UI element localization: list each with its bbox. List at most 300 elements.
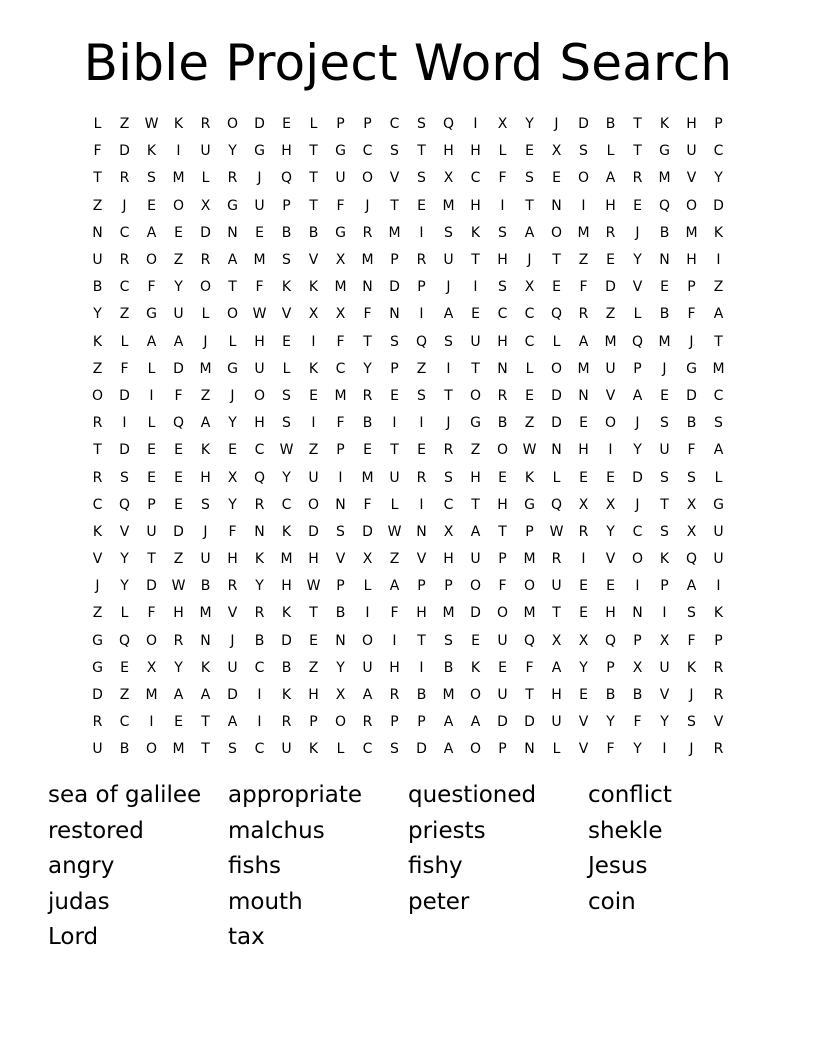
word-list-item: coin — [588, 888, 636, 915]
grid-letter: T — [390, 442, 399, 459]
grid-letter: P — [714, 116, 723, 133]
grid-letter: U — [497, 632, 508, 649]
grid-row — [84, 573, 732, 600]
grid-letter: Y — [228, 415, 237, 432]
grid-letter: V — [281, 306, 292, 323]
grid-letter: O — [91, 387, 104, 404]
grid-letter: A — [362, 687, 373, 704]
grid-letter: I — [257, 687, 262, 704]
grid-letter: B — [605, 116, 616, 133]
grid-letter: Y — [714, 170, 723, 187]
grid-letter: D — [551, 387, 562, 404]
grid-letter: N — [389, 306, 400, 323]
grid-letter: T — [498, 523, 507, 540]
grid-letter: L — [552, 741, 561, 758]
grid-letter: E — [282, 116, 291, 133]
grid-row — [84, 329, 732, 356]
grid-letter: G — [227, 197, 238, 214]
grid-letter: Z — [308, 442, 319, 459]
grid-letter: N — [335, 632, 346, 649]
grid-letter: M — [253, 252, 266, 269]
grid-letter: R — [362, 224, 373, 241]
grid-letter: E — [228, 442, 237, 459]
grid-letter: P — [498, 741, 507, 758]
grid-letter: U — [605, 360, 616, 377]
grid-letter: J — [446, 415, 451, 432]
grid-letter: U — [659, 442, 670, 459]
grid-letter: I — [473, 116, 478, 133]
grid-letter: R — [254, 605, 265, 622]
grid-letter: E — [417, 197, 426, 214]
grid-letter: D — [416, 741, 427, 758]
grid-letter: K — [470, 224, 481, 241]
grid-letter: X — [686, 496, 697, 513]
grid-letter: N — [551, 197, 562, 214]
grid-letter: M — [577, 224, 590, 241]
grid-letter: O — [253, 387, 266, 404]
grid-letter: I — [419, 224, 424, 241]
grid-letter: S — [579, 143, 588, 160]
grid-letter: C — [389, 116, 400, 133]
grid-letter: J — [95, 578, 100, 595]
grid-letter: H — [578, 442, 589, 459]
grid-letter: L — [228, 333, 237, 350]
grid-letter: H — [497, 333, 508, 350]
grid-letter: K — [308, 741, 319, 758]
grid-letter: S — [660, 415, 669, 432]
grid-letter: L — [336, 741, 345, 758]
grid-letter: H — [443, 551, 454, 568]
grid-letter: M — [280, 551, 293, 568]
grid-letter: V — [578, 741, 589, 758]
grid-letter: L — [282, 360, 291, 377]
word-list-item: Lord — [48, 924, 99, 950]
grid-letter: Q — [442, 116, 455, 133]
grid-letter: O — [496, 605, 509, 622]
grid-letter: X — [659, 632, 670, 649]
grid-letter: I — [338, 469, 343, 486]
grid-letter: Y — [606, 523, 615, 540]
grid-letter: P — [606, 659, 615, 676]
grid-letter: H — [281, 578, 292, 595]
grid-letter: Q — [685, 551, 698, 568]
grid-letter: H — [605, 197, 616, 214]
grid-letter: D — [470, 605, 481, 622]
grid-letter: E — [552, 279, 561, 296]
grid-letter: H — [686, 116, 697, 133]
grid-letter: F — [147, 279, 156, 296]
grid-row — [84, 464, 732, 491]
grid-letter: O — [145, 632, 158, 649]
grid-letter: R — [200, 252, 211, 269]
grid-letter: Q — [550, 306, 563, 323]
grid-letter: N — [254, 523, 265, 540]
grid-letter: F — [363, 306, 372, 323]
grid-letter: R — [389, 687, 400, 704]
grid-letter: O — [577, 170, 590, 187]
grid-letter: X — [200, 197, 211, 214]
grid-letter: M — [685, 224, 698, 241]
grid-row — [84, 356, 732, 383]
grid-letter: V — [335, 551, 346, 568]
grid-letter: R — [443, 442, 454, 459]
grid-letter: X — [227, 469, 238, 486]
grid-letter: T — [444, 387, 453, 404]
grid-letter: O — [469, 387, 482, 404]
grid-letter: P — [633, 632, 642, 649]
grid-letter: K — [254, 551, 265, 568]
grid-letter: L — [498, 143, 507, 160]
grid-letter: E — [174, 714, 183, 731]
grid-letter: J — [554, 116, 559, 133]
grid-letter: O — [523, 578, 536, 595]
grid-letter: R — [281, 714, 292, 731]
grid-letter: F — [687, 306, 696, 323]
grid-letter: O — [199, 279, 212, 296]
grid-letter: E — [174, 496, 183, 513]
grid-letter: P — [417, 578, 426, 595]
grid-letter: Z — [524, 415, 535, 432]
word-list-item: malchus — [228, 817, 325, 844]
grid-letter: Z — [578, 252, 589, 269]
grid-row — [84, 600, 732, 627]
grid-row — [84, 301, 732, 328]
grid-letter: M — [334, 279, 347, 296]
grid-letter: E — [606, 252, 615, 269]
grid-letter: E — [579, 605, 588, 622]
grid-letter: A — [686, 578, 697, 595]
grid-letter: T — [552, 605, 561, 622]
grid-letter: Y — [174, 279, 183, 296]
grid-letter: G — [335, 143, 346, 160]
grid-letter: P — [633, 360, 642, 377]
grid-letter: U — [254, 360, 265, 377]
grid-letter: U — [173, 306, 184, 323]
grid-letter: G — [254, 143, 265, 160]
grid-letter: E — [579, 415, 588, 432]
grid-letter: Q — [280, 170, 293, 187]
grid-letter: F — [255, 279, 264, 296]
grid-letter: B — [416, 687, 427, 704]
grid-letter: P — [417, 714, 426, 731]
grid-letter: F — [498, 170, 507, 187]
grid-letter: T — [309, 605, 318, 622]
grid-letter: J — [203, 523, 208, 540]
grid-letter: O — [172, 197, 185, 214]
grid-letter: Y — [633, 741, 642, 758]
grid-letter: C — [524, 333, 535, 350]
grid-letter: Q — [631, 333, 644, 350]
grid-letter: R — [92, 714, 103, 731]
word-list-item: angry — [48, 853, 115, 879]
grid-letter: L — [201, 170, 210, 187]
grid-letter: R — [605, 224, 616, 241]
grid-letter: E — [579, 469, 588, 486]
grid-letter: B — [200, 578, 211, 595]
grid-letter: T — [93, 170, 102, 187]
grid-letter: P — [525, 523, 534, 540]
grid-letter: C — [254, 741, 265, 758]
grid-letter: S — [660, 469, 669, 486]
grid-letter: J — [203, 333, 208, 350]
grid-letter: A — [578, 333, 589, 350]
grid-letter: E — [552, 170, 561, 187]
grid-letter: D — [389, 279, 400, 296]
grid-letter: N — [362, 279, 373, 296]
grid-letter: S — [201, 496, 210, 513]
grid-letter: Z — [605, 306, 616, 323]
grid-letter: I — [419, 659, 424, 676]
grid-letter: I — [716, 252, 721, 269]
grid-letter: N — [92, 224, 103, 241]
grid-letter: D — [578, 116, 589, 133]
grid-letter: D — [119, 143, 130, 160]
grid-letter: M — [334, 387, 347, 404]
grid-letter: E — [579, 578, 588, 595]
grid-letter: A — [443, 741, 454, 758]
grid-letter: L — [120, 605, 129, 622]
grid-letter: A — [389, 578, 400, 595]
grid-letter: U — [335, 170, 346, 187]
grid-letter: G — [686, 360, 697, 377]
grid-letter: Z — [173, 252, 184, 269]
grid-letter: A — [443, 306, 454, 323]
word-list-item: peter — [408, 888, 470, 915]
grid-letter: T — [93, 442, 102, 459]
grid-letter: R — [362, 714, 373, 731]
grid-letter: L — [552, 469, 561, 486]
grid-letter: H — [308, 551, 319, 568]
grid-letter: I — [257, 714, 262, 731]
grid-row — [84, 220, 732, 247]
grid-letter: N — [659, 252, 670, 269]
grid-row — [84, 165, 732, 192]
grid-letter: R — [119, 252, 130, 269]
grid-letter: B — [659, 224, 670, 241]
grid-letter: L — [147, 360, 156, 377]
grid-letter: K — [470, 659, 481, 676]
grid-letter: K — [173, 116, 184, 133]
grid-letter: D — [632, 469, 643, 486]
grid-letter: A — [146, 333, 157, 350]
grid-letter: E — [363, 442, 372, 459]
grid-letter: H — [173, 605, 184, 622]
grid-letter: W — [522, 442, 537, 459]
grid-letter: Q — [550, 496, 563, 513]
grid-letter: Q — [604, 632, 617, 649]
grid-letter: V — [632, 279, 643, 296]
grid-letter: C — [254, 442, 265, 459]
grid-letter: C — [119, 714, 130, 731]
grid-letter: X — [362, 551, 373, 568]
grid-letter: O — [361, 170, 374, 187]
grid-letter: Q — [658, 197, 671, 214]
grid-letter: E — [309, 387, 318, 404]
grid-letter: B — [686, 415, 697, 432]
grid-letter: H — [551, 687, 562, 704]
grid-letter: L — [147, 415, 156, 432]
grid-letter: K — [92, 523, 103, 540]
grid-letter: S — [444, 632, 453, 649]
grid-letter: U — [281, 741, 292, 758]
grid-letter: M — [442, 687, 455, 704]
grid-letter: T — [714, 333, 723, 350]
word-list — [48, 778, 768, 956]
grid-letter: C — [362, 143, 373, 160]
grid-letter: O — [550, 360, 563, 377]
grid-letter: S — [660, 523, 669, 540]
grid-letter: F — [228, 523, 237, 540]
grid-letter: C — [254, 659, 265, 676]
grid-letter: X — [551, 632, 562, 649]
word-list-item: priests — [408, 817, 486, 844]
grid-letter: J — [689, 333, 694, 350]
grid-letter: A — [227, 714, 238, 731]
grid-letter: D — [362, 523, 373, 540]
grid-letter: I — [473, 279, 478, 296]
grid-letter: I — [446, 360, 451, 377]
grid-letter: U — [470, 551, 481, 568]
grid-letter: K — [713, 605, 724, 622]
grid-letter: Z — [92, 360, 103, 377]
grid-letter: A — [713, 442, 724, 459]
grid-letter: E — [525, 387, 534, 404]
grid-letter: W — [306, 578, 321, 595]
grid-row — [84, 410, 732, 437]
grid-letter: I — [581, 197, 586, 214]
grid-row — [84, 519, 732, 546]
grid-letter: U — [551, 578, 562, 595]
grid-letter: S — [498, 224, 507, 241]
grid-letter: K — [659, 551, 670, 568]
grid-letter: P — [498, 551, 507, 568]
grid-letter: S — [444, 224, 453, 241]
grid-letter: T — [552, 252, 561, 269]
grid-letter: Y — [255, 578, 264, 595]
grid-letter: O — [496, 442, 509, 459]
grid-letter: C — [524, 306, 535, 323]
grid-letter: P — [687, 279, 696, 296]
grid-letter: C — [713, 143, 724, 160]
grid-letter: A — [173, 333, 184, 350]
grid-letter: I — [392, 632, 397, 649]
grid-letter: O — [631, 551, 644, 568]
word-list-item: Jesus — [588, 853, 648, 879]
grid-letter: E — [606, 469, 615, 486]
grid-letter: L — [93, 116, 102, 133]
grid-letter: M — [604, 333, 617, 350]
grid-letter: P — [714, 632, 723, 649]
grid-letter: F — [579, 279, 588, 296]
grid-letter: C — [443, 496, 454, 513]
letter-grid — [84, 111, 732, 764]
grid-letter: U — [659, 659, 670, 676]
grid-letter: P — [336, 442, 345, 459]
grid-letter: S — [417, 387, 426, 404]
word-list-item: questioned — [408, 782, 537, 808]
grid-letter: P — [147, 496, 156, 513]
grid-letter: K — [713, 224, 724, 241]
grid-letter: U — [254, 197, 265, 214]
grid-row — [84, 274, 732, 301]
grid-letter: Z — [119, 116, 130, 133]
grid-letter: P — [390, 360, 399, 377]
grid-letter: Z — [200, 387, 211, 404]
grid-letter: E — [147, 469, 156, 486]
grid-letter: B — [119, 741, 130, 758]
grid-letter: K — [308, 360, 319, 377]
grid-letter: R — [119, 170, 130, 187]
grid-letter: U — [713, 551, 724, 568]
grid-letter: Y — [228, 496, 237, 513]
grid-letter: D — [497, 714, 508, 731]
grid-letter: V — [389, 170, 400, 187]
grid-row — [84, 682, 732, 709]
word-list-item: fishs — [228, 853, 282, 879]
grid-letter: B — [497, 415, 508, 432]
grid-letter: A — [200, 687, 211, 704]
grid-letter: U — [146, 523, 157, 540]
grid-letter: L — [606, 143, 615, 160]
grid-letter: I — [122, 415, 127, 432]
grid-letter: E — [174, 469, 183, 486]
grid-letter: N — [524, 741, 535, 758]
grid-letter: E — [660, 387, 669, 404]
grid-letter: W — [387, 523, 402, 540]
grid-letter: E — [417, 442, 426, 459]
grid-letter: H — [281, 143, 292, 160]
grid-letter: G — [92, 659, 103, 676]
page-title: Bible Project Word Search — [83, 34, 733, 92]
grid-letter: I — [419, 415, 424, 432]
grid-letter: E — [471, 306, 480, 323]
grid-letter: B — [254, 632, 265, 649]
grid-letter: J — [635, 415, 640, 432]
grid-letter: Y — [282, 469, 291, 486]
grid-letter: S — [444, 333, 453, 350]
grid-letter: J — [689, 687, 694, 704]
grid-letter: M — [442, 197, 455, 214]
grid-letter: P — [363, 116, 372, 133]
grid-letter: F — [687, 442, 696, 459]
grid-letter: V — [659, 687, 670, 704]
grid-letter: X — [335, 306, 346, 323]
grid-letter: H — [308, 687, 319, 704]
grid-letter: B — [632, 687, 643, 704]
grid-letter: D — [92, 687, 103, 704]
grid-letter: P — [309, 714, 318, 731]
grid-letter: X — [335, 252, 346, 269]
grid-letter: M — [199, 360, 212, 377]
grid-letter: D — [713, 197, 724, 214]
grid-letter: V — [686, 170, 697, 187]
grid-letter: D — [254, 116, 265, 133]
grid-letter: T — [471, 252, 480, 269]
grid-letter: A — [470, 714, 481, 731]
grid-letter: O — [145, 252, 158, 269]
grid-letter: U — [92, 252, 103, 269]
grid-letter: F — [390, 605, 399, 622]
grid-letter: U — [713, 523, 724, 540]
word-list-item: mouth — [228, 888, 303, 915]
grid-letter: A — [443, 714, 454, 731]
grid-letter: T — [525, 687, 534, 704]
grid-letter: X — [497, 116, 508, 133]
grid-letter: T — [417, 632, 426, 649]
grid-letter: C — [362, 741, 373, 758]
grid-letter: I — [149, 387, 154, 404]
grid-letter: F — [606, 741, 615, 758]
